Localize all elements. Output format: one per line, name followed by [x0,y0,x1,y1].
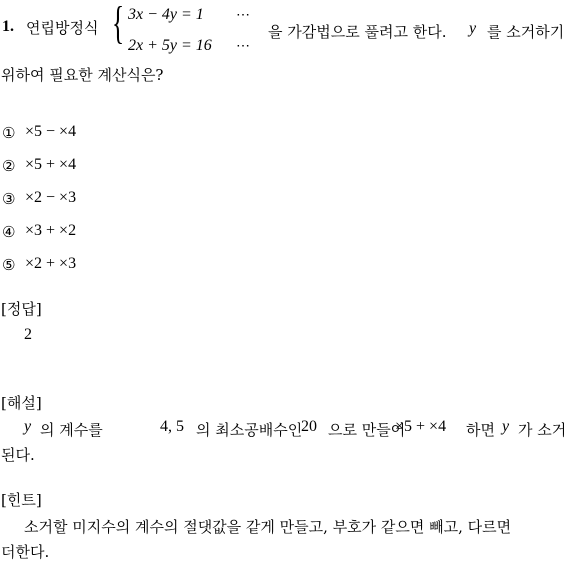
choice-5-expr: ×2 + ×3 [25,255,77,272]
answer-label: [정답] [1,300,42,318]
question-line2: 위하여 필요한 계산식은? [1,66,164,84]
question-mid: 을 가감법으로 풀려고 한다. [268,23,447,41]
choice-3-expr: ×2 − ×3 [25,189,77,206]
explanation-line2: 된다. [1,446,35,464]
equation-2: 2x + 5y = 16 [128,37,212,54]
explanation-var-2: y [502,418,510,435]
hint-line2: 더한다. [1,543,50,561]
explanation-expr: ×5 + ×4 [395,418,447,435]
choice-5-mark: ⑤ [2,256,16,274]
explanation-nums: 4, 5 [160,418,184,435]
question-var: y [469,20,477,37]
question-number: 1. [2,18,14,35]
system-brace: { [112,0,125,48]
equation-1-dots: ⋯ [236,8,253,23]
choice-2-mark: ② [2,157,16,175]
question-intro: 연립방정식 [26,19,99,37]
explanation-text-1: 의 계수를 [40,421,103,439]
question-tail: 를 소거하기 [487,23,565,41]
choice-2-expr: ×5 + ×4 [25,156,77,173]
choice-1-expr: ×5 − ×4 [25,123,77,140]
explanation-text-2: 의 최소공배수인 [196,421,303,439]
explanation-label: [해설] [1,394,42,412]
explanation-var-1: y [24,418,32,435]
explanation-lcm: 20 [301,418,317,435]
choice-3-mark: ③ [2,190,16,208]
answer-value: 2 [24,326,32,343]
equation-2-dots: ⋯ [236,39,253,54]
hint-label: [힌트] [1,491,42,509]
choice-4-expr: ×3 + ×2 [25,222,77,239]
choice-4-mark: ④ [2,223,16,241]
explanation-text-4: 하면 [466,421,495,439]
explanation-text-3: 으로 만들어 [328,421,406,439]
hint-line1: 소거할 미지수의 계수의 절댓값을 같게 만들고, 부호가 같으면 빼고, 다르면 [24,518,512,536]
explanation-text-5: 가 소거 [518,421,567,439]
choice-1-mark: ① [2,124,16,142]
equation-1: 3x − 4y = 1 [128,6,204,23]
